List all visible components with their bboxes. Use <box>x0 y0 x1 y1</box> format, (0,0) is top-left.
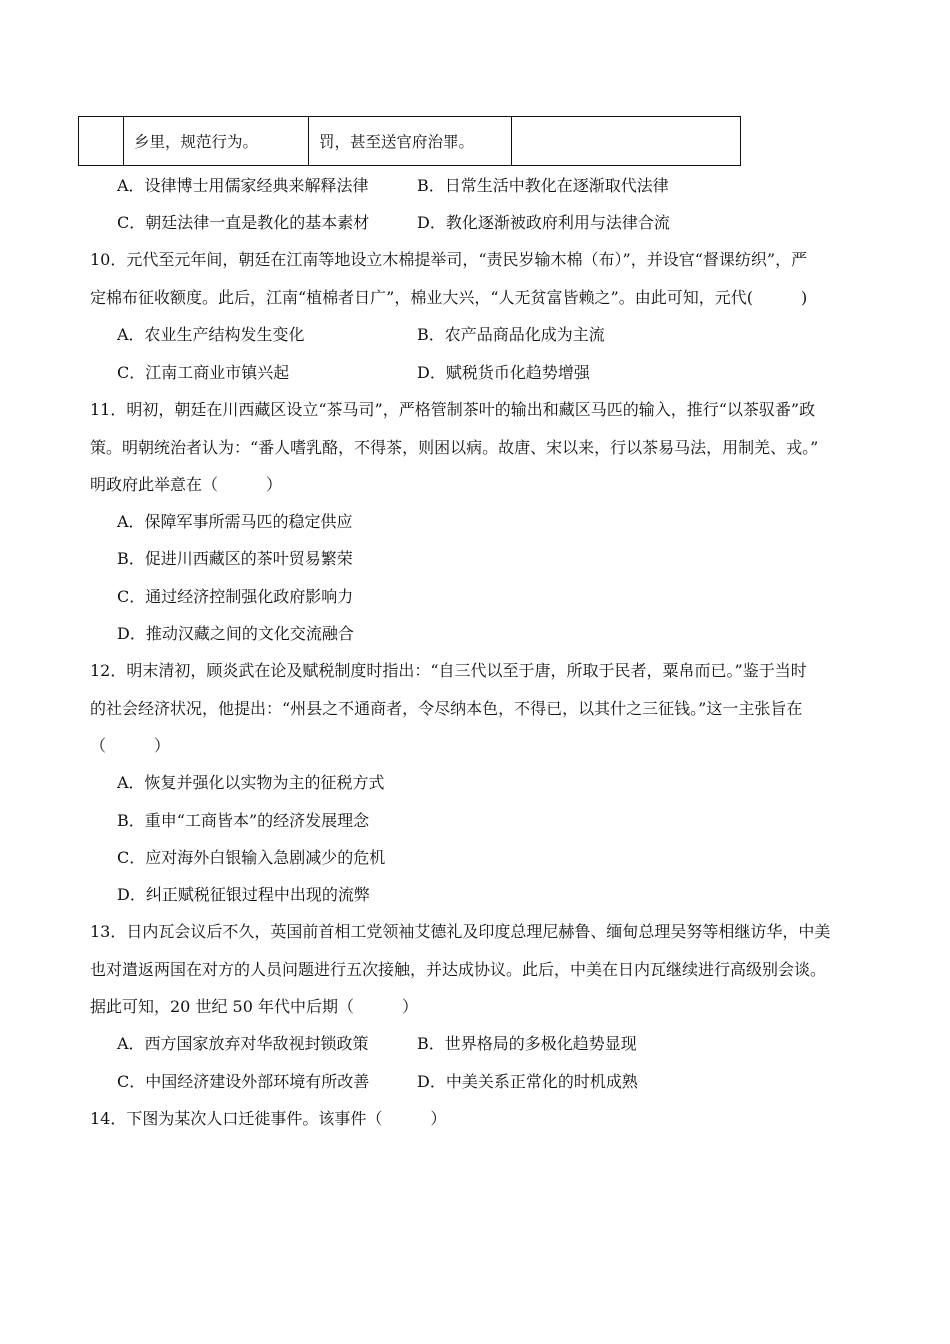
table-row <box>79 117 741 166</box>
q11-option-d: D．推动汉藏之间的文化交流融合 <box>117 624 354 643</box>
q10-option-b: B．农产品商品化成为主流 <box>417 325 605 344</box>
q13-stem-line-2: 也对遣返两国在对方的人员问题进行五次接触，并达成协议。此后，中美在日内瓦继续进行高级别会谈。 <box>90 960 827 979</box>
table-cell <box>79 117 124 166</box>
continued-table <box>78 116 741 166</box>
q13-option-c: C．中国经济建设外部环境有所改善 <box>117 1072 370 1091</box>
q10-option-d: D．赋税货币化趋势增强 <box>417 363 590 382</box>
q12-option-d: D．纠正赋税征银过程中出现的流弊 <box>117 885 370 904</box>
q13-option-b: B．世界格局的多极化趋势显现 <box>417 1034 637 1053</box>
q11-stem-line-2: 策。明朝统治者认为：“番人嗜乳酪，不得茶，则困以病。故唐、宋以来，行以茶易马法，用制羌、戎。” <box>90 438 819 457</box>
q10-stem-line-1: 10．元代至元年间，朝廷在江南等地设立木棉提举司，“责民岁输木棉（布）”，并设官“督课纺织”，严 <box>90 250 808 269</box>
q10-option-c: C．江南工商业市镇兴起 <box>117 363 290 382</box>
q12-stem-line-2: 的社会经济状况，他提出：“州县之不通商者，令尽纳本色，不得已，以其什之三征钱。”这一主张旨在 <box>90 699 803 718</box>
q9-option-a: A．设律博士用儒家经典来解释法律 <box>117 176 369 195</box>
q12-option-b: B．重申“工商皆本”的经济发展理念 <box>117 811 370 830</box>
q12-option-a: A．恢复并强化以实物为主的征税方式 <box>117 773 385 792</box>
q11-stem-line-3: 明政府此举意在（ ） <box>90 475 283 494</box>
q11-option-c: C．通过经济控制强化政府影响力 <box>117 587 354 606</box>
q9-option-b: B．日常生活中教化在逐渐取代法律 <box>417 176 669 195</box>
q10-stem-line-2: 定棉布征收额度。此后，江南“植棉者日广”，棉业大兴，“人无贫富皆赖之”。由此可知，元代( ) <box>90 288 808 307</box>
q12-stem-line-3: （ ） <box>90 736 171 755</box>
q12-option-c: C．应对海外白银输入急剧减少的危机 <box>117 848 386 867</box>
table-cell: 罚，甚至送官府治罪。 <box>309 117 512 166</box>
q11-option-a: A．保障军事所需马匹的稳定供应 <box>117 512 353 531</box>
q13-option-a: A．西方国家放弃对华敌视封锁政策 <box>117 1034 369 1053</box>
q9-option-d: D．教化逐渐被政府利用与法律合流 <box>417 213 670 232</box>
table-cell <box>512 117 741 166</box>
q13-stem-line-3: 据此可知，20 世纪 50 年代中后期（ ） <box>90 997 418 1016</box>
q9-option-c: C．朝廷法律一直是教化的基本素材 <box>117 213 370 232</box>
q11-option-b: B．促进川西藏区的茶叶贸易繁荣 <box>117 549 353 568</box>
table-cell: 乡里，规范行为。 <box>124 117 309 166</box>
q10-option-a: A．农业生产结构发生变化 <box>117 325 305 344</box>
q14-stem-line-1: 14．下图为某次人口迁徙事件。该事件（ ） <box>90 1109 447 1128</box>
q13-stem-line-1: 13．日内瓦会议后不久，英国前首相工党领袖艾德礼及印度总理尼赫鲁、缅甸总理吴努等相继访华，中美 <box>90 922 831 941</box>
q12-stem-line-1: 12．明末清初，顾炎武在论及赋税制度时指出：“自三代以至于唐，所取于民者，粟帛而已。”鉴于当时 <box>90 661 807 680</box>
q11-stem-line-1: 11．明初，朝廷在川西藏区设立“茶马司”，严格管制茶叶的输出和藏区马匹的输入，推行“以茶驭番”政 <box>90 400 816 419</box>
q13-option-d: D．中美关系正常化的时机成熟 <box>417 1072 638 1091</box>
